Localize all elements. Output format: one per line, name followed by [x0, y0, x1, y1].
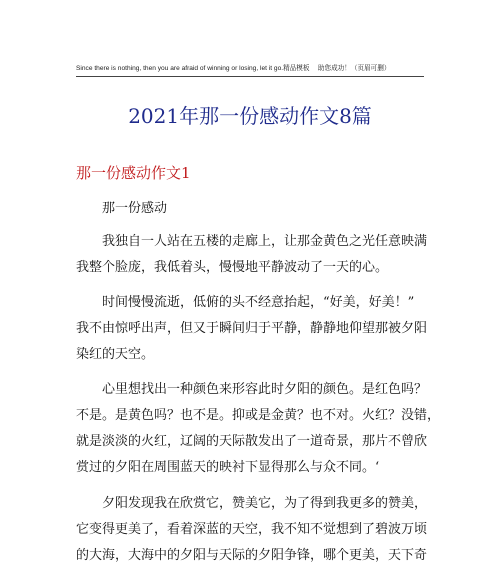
paragraph-line: 不是。是黄色吗？也不是。抑或是金黄？也不对。火红？没错，: [76, 408, 441, 423]
section-title: 那一份感动作文1: [76, 164, 191, 182]
paragraph-0: [76, 196, 428, 222]
paragraph-line: 我整个脸庞，我低着头，慢慢地平静波动了一天的心。: [76, 260, 389, 275]
paragraph-line: 赏过的夕阳在周围蓝天的映衬下显得那么与众不同。‘: [76, 460, 380, 475]
header-divider: [76, 76, 424, 77]
paragraph-2: [76, 290, 428, 368]
paragraph-line: 我不由惊呼出声，但又于瞬间归于平静，静静地仰望那被夕阳: [76, 321, 428, 336]
paragraph-line: 时间慢慢流逝，低俯的头不经意抬起，“好美，好美！”: [102, 295, 415, 310]
paragraph-1: [76, 229, 428, 281]
paragraph-line: 它变得更美了，看着深蓝的天空，我不知不觉想到了碧波万顷: [76, 522, 428, 537]
paragraph-line: 我独自一人站在五楼的走廊上，让那金黄色之光任意映满: [102, 234, 428, 249]
paragraph-4: [76, 491, 428, 566]
page-header: Since there is nothing, then you are afraid of winning or losing, let it go.精品模板 助您成功！（页眉可删）: [76, 65, 391, 72]
paragraph-3: [76, 377, 441, 481]
document-title: 2021年那一份感动作文8篇: [128, 104, 372, 128]
paragraph-line: 那一份感动: [102, 201, 168, 216]
paragraph-line: 夕阳发现我在欣赏它，赞美它，为了得到我更多的赞美，: [102, 496, 428, 511]
paragraph-line: 染红的天空。: [76, 347, 155, 362]
paragraph-line: 就是淡淡的火红，辽阔的天际散发出了一道奇景，那片不曾欣: [76, 434, 428, 449]
paragraph-line: 的大海，大海中的夕阳与天际的夕阳争锋，哪个更美，天下奇: [76, 548, 428, 563]
paragraph-line: 心里想找出一种颜色来形容此时夕阳的颜色。是红色吗？: [102, 382, 428, 397]
